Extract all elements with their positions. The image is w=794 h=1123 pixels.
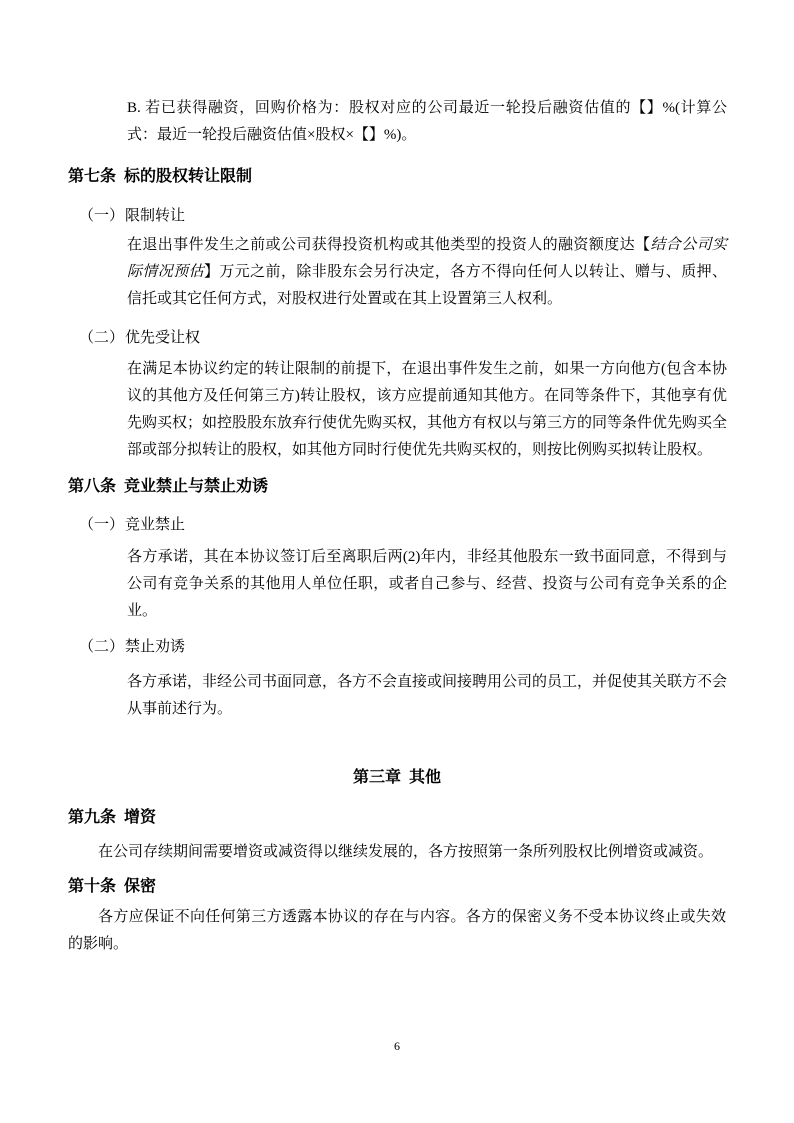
item-title: 限制转让 <box>125 208 186 224</box>
item1-body-after: 】万元之前，除非股东会另行决定，各方不得向任何人以转让、赠与、质押、信托或其它任何方式，对股权进行处置或在其上设置第三人权利。 <box>127 264 727 307</box>
article10-paragraph: 各方应保证不向任何第三方透露本协议的存在与内容。各方的保密义务不受本协议终止或失效的影响。 <box>68 909 726 952</box>
article7-title: 标的股权转让限制 <box>124 168 253 185</box>
item-title: 竞业禁止 <box>125 517 186 533</box>
article7-item1-label <box>79 203 726 230</box>
article9-heading <box>68 808 726 828</box>
article8-item2-paragraph: 各方承诺，非经公司书面同意，各方不会直接或间接聘用公司的员工，并促使其关联方不会从事前述行为。 <box>127 674 728 717</box>
article7-number: 第七条 <box>68 168 117 185</box>
item1-body-before: 在退出事件发生之前或公司获得投资机构或其他类型的投资人的融资额度达【 <box>127 237 651 253</box>
page-number: 6 <box>394 1039 400 1053</box>
article7-item1-paragraph <box>127 232 727 313</box>
item1-body-italic-placeholder: 结合公司实际情况预估 <box>127 237 727 280</box>
item-number: （二） <box>79 639 125 655</box>
article9-number: 第九条 <box>68 809 117 826</box>
chapter3-number: 第三章 <box>352 769 401 786</box>
article8-item2-label <box>79 634 726 661</box>
article8-number: 第八条 <box>68 478 117 495</box>
article7-item2-paragraph: 在满足本协议约定的转让限制的前提下，在退出事件发生之前，如果一方向他方(包含本协议的其他方及任何第三方)转让股权，该方应提前通知其他方。在同等条件下，其他享有优先购买权；如控股股东放弃行使优先购买权，其他方有权以与第三方的同等条件优先购买全部或部分拟转让的股权，如其他方同时行使优先共购买权的，则按比例购买拟转让股权。 <box>127 361 728 458</box>
item-title: 禁止劝诱 <box>125 639 186 655</box>
item-number: （一） <box>79 208 125 224</box>
chapter3-heading <box>68 768 726 788</box>
article7-heading <box>68 167 726 187</box>
article8-heading <box>68 477 726 497</box>
article10-title: 保密 <box>124 878 157 895</box>
clause-b-paragraph: B. 若已获得融资，回购价格为：股权对应的公司最近一轮投后融资估值的【】%(计算公式：最近一轮投后融资估值×股权×【】%)。 <box>127 100 727 143</box>
item-title: 优先受让权 <box>125 330 201 346</box>
article7-item2-label <box>79 325 726 352</box>
item-number: （一） <box>79 517 125 533</box>
article8-item1-paragraph: 各方承诺，其在本协议签订后至离职后两(2)年内，非经其他股东一致书面同意，不得到与公司有竞争关系的其他用人单位任职，或者自己参与、经营、投资与公司有竞争关系的企业。 <box>127 549 727 619</box>
chapter3-title: 其他 <box>409 769 442 786</box>
article8-title: 竞业禁止与禁止劝诱 <box>124 478 269 495</box>
item-number: （二） <box>79 330 125 346</box>
article9-paragraph: 在公司存续期间需要增资或减资得以继续发展的，各方按照第一条所列股权比例增资或减资。 <box>98 844 714 860</box>
article10-number: 第十条 <box>68 878 117 895</box>
article8-item1-label <box>79 512 726 539</box>
article9-title: 增资 <box>124 809 157 826</box>
article10-heading <box>68 877 726 897</box>
